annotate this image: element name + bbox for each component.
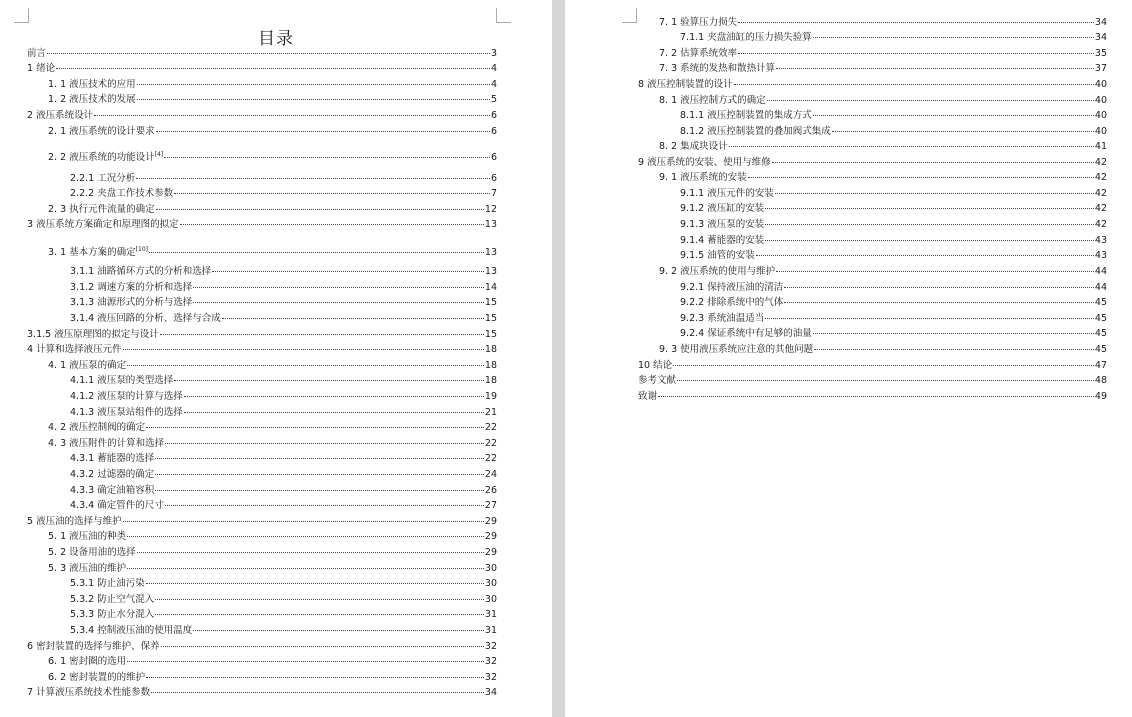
toc-entry[interactable] — [48, 438, 497, 450]
toc-entry-title: 4.3.1 蓄能器的选择 — [70, 453, 155, 464]
toc-entry-title: 致谢 — [638, 391, 658, 402]
toc-page-number: 13 — [484, 219, 497, 230]
dot-leader — [155, 458, 484, 459]
dot-leader — [136, 178, 490, 179]
dot-leader — [47, 53, 490, 54]
dot-leader — [149, 252, 484, 253]
dot-leader — [193, 630, 484, 631]
dot-leader — [137, 552, 484, 553]
toc-entry[interactable] — [70, 500, 497, 512]
toc-page-number: 15 — [484, 313, 497, 324]
toc-page-number: 30 — [484, 578, 497, 589]
toc-page-number: 42 — [1094, 203, 1107, 214]
dot-leader — [156, 209, 484, 210]
toc-entry[interactable] — [27, 219, 497, 231]
dot-leader — [813, 333, 1094, 334]
dot-leader — [765, 208, 1094, 209]
toc-entry[interactable] — [659, 95, 1107, 107]
toc-page-number: 42 — [1094, 172, 1107, 183]
toc-entry-title: 4. 3 液压附件的计算和选择 — [48, 438, 165, 449]
toc-entry[interactable] — [48, 656, 497, 668]
toc-entry[interactable] — [680, 110, 1107, 122]
toc-page-number: 45 — [1094, 328, 1107, 339]
dot-leader — [212, 271, 484, 272]
toc-entry-title: 5.3.3 防止水分混入 — [70, 609, 155, 620]
toc-entry[interactable] — [659, 141, 1107, 153]
toc-entry-title: 4.3.3 确定油箱容积 — [70, 485, 155, 496]
toc-entry-title: 9.2.2 排除系统中的气体 — [680, 297, 784, 308]
toc-entry[interactable] — [70, 266, 497, 278]
toc-entry-title: 3 液压系统方案确定和原理图的拟定 — [27, 219, 179, 230]
toc-entry[interactable] — [659, 266, 1107, 278]
toc-page-number: 40 — [1094, 79, 1107, 90]
toc-page-number: 31 — [484, 609, 497, 620]
toc-page-number: 34 — [1094, 32, 1107, 43]
dot-leader — [155, 599, 484, 600]
toc-entry[interactable] — [70, 188, 497, 200]
page-gutter — [552, 0, 565, 717]
toc-entry-title: 7. 1 验算压力损失 — [659, 17, 738, 28]
toc-entry[interactable] — [638, 79, 1107, 91]
toc-entry[interactable] — [680, 203, 1107, 215]
toc-entry[interactable] — [27, 516, 497, 528]
toc-entry-title: 2.2.2 夹盘工作技术参数 — [70, 188, 174, 199]
toc-page-number: 19 — [484, 391, 497, 402]
dot-leader — [137, 99, 490, 100]
toc-page-number: 6 — [490, 126, 497, 137]
toc-entry[interactable] — [48, 360, 497, 372]
dot-leader — [165, 443, 484, 444]
toc-page-number: 4 — [490, 79, 497, 90]
toc-entry[interactable] — [70, 453, 497, 465]
toc-entry-title: 4. 2 液压控制阀的确定 — [48, 422, 146, 433]
toc-entry[interactable] — [70, 485, 497, 497]
toc-page-number: 42 — [1094, 188, 1107, 199]
toc-page-number: 22 — [484, 453, 497, 464]
toc-entry-title: 3.1.2 调速方案的分析和选择 — [70, 282, 193, 293]
dot-leader — [146, 427, 484, 428]
toc-page-number: 6 — [490, 152, 497, 164]
toc-entry-title: 3. 1 基本方案的确定[10] — [48, 246, 148, 259]
toc-page-number: 44 — [1094, 282, 1107, 293]
toc-entry[interactable] — [70, 173, 497, 185]
toc-entry[interactable] — [680, 126, 1107, 138]
toc-entry[interactable] — [680, 188, 1107, 200]
toc-list-right — [565, 0, 1132, 717]
dot-leader — [123, 521, 484, 522]
dot-leader — [193, 287, 484, 288]
dot-leader — [180, 224, 484, 225]
toc-entry-title: 6 密封装置的选择与维护、保养 — [27, 641, 160, 652]
toc-entry-title: 4.1.3 液压泵站组件的选择 — [70, 407, 183, 418]
dot-leader — [161, 646, 484, 647]
toc-entry-title: 4 计算和选择液压元件 — [27, 344, 122, 355]
dot-leader — [127, 365, 484, 366]
dot-leader — [772, 162, 1094, 163]
dot-leader — [813, 115, 1094, 116]
toc-entry-title: 8.1.2 液压控制装置的叠加阀式集成 — [680, 126, 831, 137]
toc-entry-title: 8 液压控制装置的设计 — [638, 79, 733, 90]
dot-leader — [174, 193, 490, 194]
dot-leader — [673, 365, 1094, 366]
dot-leader — [127, 661, 484, 662]
dot-leader — [784, 287, 1094, 288]
dot-leader — [151, 692, 484, 693]
toc-page-number: 18 — [484, 344, 497, 355]
dot-leader — [222, 318, 484, 319]
toc-entry-title: 前言 — [27, 48, 47, 59]
toc-entry[interactable] — [27, 110, 497, 122]
toc-entry[interactable] — [27, 344, 497, 356]
toc-entry[interactable] — [48, 126, 497, 138]
toc-entry[interactable] — [70, 625, 497, 637]
toc-entry[interactable] — [638, 157, 1107, 169]
dot-leader — [832, 131, 1094, 132]
toc-page-number: 29 — [484, 531, 497, 542]
toc-entry-title: 10 结论 — [638, 360, 673, 371]
toc-entry[interactable] — [680, 328, 1107, 340]
dot-leader — [677, 380, 1094, 381]
dot-leader — [146, 583, 484, 584]
toc-entry-title: 8.1.1 液压控制装置的集成方式 — [680, 110, 812, 121]
toc-entry-title: 2. 3 执行元件流量的确定 — [48, 204, 155, 215]
toc-entry-title: 5. 3 液压油的维护 — [48, 563, 127, 574]
dot-leader — [127, 536, 484, 537]
dot-leader — [813, 37, 1094, 38]
toc-entry[interactable] — [70, 609, 497, 621]
toc-entry-title: 9. 2 液压系统的使用与维护 — [659, 266, 776, 277]
dot-leader — [765, 318, 1094, 319]
toc-entry[interactable] — [680, 219, 1107, 231]
dot-leader — [156, 131, 490, 132]
toc-entry-title: 5.3.2 防止空气混入 — [70, 594, 155, 605]
toc-entry[interactable] — [680, 250, 1107, 262]
toc-entry[interactable] — [48, 563, 497, 575]
toc-entry[interactable] — [27, 329, 497, 341]
toc-page-number: 30 — [484, 594, 497, 605]
toc-entry-title: 1. 1 液压技术的应用 — [48, 79, 136, 90]
toc-page-number: 45 — [1094, 344, 1107, 355]
toc-entry[interactable] — [48, 531, 497, 543]
toc-entry-title: 7. 2 估算系统效率 — [659, 48, 738, 59]
toc-page-number: 47 — [1094, 360, 1107, 371]
dot-leader — [160, 334, 484, 335]
dot-leader — [56, 68, 490, 69]
dot-leader — [193, 302, 484, 303]
toc-entry-title: 4. 1 液压泵的确定 — [48, 360, 127, 371]
dot-leader — [776, 271, 1094, 272]
dot-leader — [155, 474, 484, 475]
toc-page-right — [565, 0, 1132, 717]
dot-leader — [184, 396, 484, 397]
toc-entry-title: 3.1.1 油路循环方式的分析和选择 — [70, 266, 212, 277]
toc-entry-title: 参考文献 — [638, 375, 677, 386]
dot-leader — [729, 146, 1094, 147]
toc-page-number: 45 — [1094, 313, 1107, 324]
toc-page-number: 44 — [1094, 266, 1107, 277]
toc-entry[interactable] — [659, 48, 1107, 60]
toc-entry[interactable] — [70, 469, 497, 481]
toc-entry[interactable] — [27, 63, 497, 75]
toc-entry-title: 4.3.4 确定管件的尺寸 — [70, 500, 164, 511]
dot-leader — [165, 505, 484, 506]
toc-entry-title: 9.1.5 油管的安装 — [680, 250, 755, 261]
toc-entry-title: 9.2.4 保证系统中有足够的油量 — [680, 328, 812, 339]
toc-entry[interactable] — [70, 297, 497, 309]
toc-page-number: 24 — [484, 469, 497, 480]
toc-entry[interactable] — [680, 235, 1107, 247]
toc-entry-title: 7 计算液压系统技术性能参数 — [27, 687, 151, 698]
dot-leader — [127, 568, 484, 569]
toc-entry-title: 2.2.1 工况分析 — [70, 173, 136, 184]
toc-entry[interactable] — [48, 94, 497, 106]
toc-page-number: 32 — [484, 641, 497, 652]
toc-page-number: 3 — [490, 48, 497, 59]
toc-page-number: 15 — [484, 297, 497, 308]
toc-title: 目录 — [258, 29, 294, 49]
toc-entry-title: 3.1.4 液压回路的分析、选择与合成 — [70, 313, 221, 324]
toc-entry[interactable] — [48, 547, 497, 559]
toc-entry-title: 9.1.3 液压泵的安装 — [680, 219, 765, 230]
toc-entry[interactable] — [680, 32, 1107, 44]
toc-entry[interactable] — [680, 297, 1107, 309]
toc-entry-title: 8. 1 液压控制方式的确定 — [659, 95, 766, 106]
dot-leader — [137, 84, 490, 85]
toc-page-number: 7 — [490, 188, 497, 199]
toc-entry[interactable] — [70, 391, 497, 403]
toc-entry[interactable] — [27, 641, 497, 653]
toc-page-number: 31 — [484, 625, 497, 636]
toc-entry-title: 5 液压油的选择与维护 — [27, 516, 122, 527]
dot-leader — [748, 177, 1094, 178]
toc-page-number: 45 — [1094, 297, 1107, 308]
toc-entry[interactable] — [70, 375, 497, 387]
citation-mark: [4] — [154, 151, 164, 158]
toc-page-number: 22 — [484, 438, 497, 449]
toc-page-number: 21 — [484, 407, 497, 418]
dot-leader — [765, 224, 1094, 225]
toc-page-number: 4 — [490, 63, 497, 74]
toc-entry-title: 9. 3 使用液压系统应注意的其他问题 — [659, 344, 814, 355]
dot-leader — [738, 22, 1094, 23]
toc-page-number: 13 — [484, 266, 497, 277]
dot-leader — [164, 157, 490, 158]
toc-entry-title: 4.1.2 液压泵的计算与选择 — [70, 391, 183, 402]
toc-entry[interactable] — [48, 149, 497, 164]
toc-entry-title: 2. 1 液压系统的设计要求 — [48, 126, 155, 137]
dot-leader — [814, 349, 1094, 350]
toc-page-number: 48 — [1094, 375, 1107, 386]
toc-page-number: 34 — [1094, 17, 1107, 28]
toc-page-number: 15 — [484, 329, 497, 340]
dot-leader — [94, 115, 490, 116]
toc-entry[interactable] — [48, 244, 497, 259]
toc-page-number: 41 — [1094, 141, 1107, 152]
toc-page-number: 29 — [484, 516, 497, 527]
dot-leader — [767, 100, 1094, 101]
toc-entry[interactable] — [638, 375, 1107, 387]
toc-entry-title: 2. 2 液压系统的功能设计[4] — [48, 151, 164, 164]
toc-page-number: 13 — [484, 247, 497, 259]
toc-page-number: 18 — [484, 375, 497, 386]
dot-leader — [784, 302, 1094, 303]
toc-entry[interactable] — [659, 344, 1107, 356]
toc-entry[interactable] — [48, 672, 497, 684]
citation-mark: [10] — [135, 246, 148, 253]
toc-page-number: 6 — [490, 110, 497, 121]
toc-entry[interactable] — [48, 79, 497, 91]
dot-leader — [658, 396, 1094, 397]
toc-entry[interactable] — [638, 360, 1107, 372]
toc-entry-title: 3.1.3 油源形式的分析与选择 — [70, 297, 193, 308]
toc-page-number: 49 — [1094, 391, 1107, 402]
toc-entry-title: 5. 1 液压油的种类 — [48, 531, 127, 542]
toc-entry-title: 6. 2 密封装置的的维护 — [48, 672, 146, 683]
toc-entry[interactable] — [27, 687, 497, 699]
toc-entry-title: 7. 3 系统的发热和散热计算 — [659, 63, 776, 74]
toc-entry-title: 4.3.2 过滤器的确定 — [70, 469, 155, 480]
toc-page-number: 42 — [1094, 219, 1107, 230]
toc-entry[interactable] — [659, 172, 1107, 184]
toc-page-number: 32 — [484, 672, 497, 683]
toc-entry-title: 9.1.4 蓄能器的安装 — [680, 235, 765, 246]
dot-leader — [123, 349, 484, 350]
toc-page-number: 27 — [484, 500, 497, 511]
toc-entry-title: 6. 1 密封圈的选用 — [48, 656, 127, 667]
toc-page-number: 32 — [484, 656, 497, 667]
toc-entry-title: 1 绪论 — [27, 63, 56, 74]
toc-page-number: 43 — [1094, 250, 1107, 261]
toc-entry-title: 9.1.1 液压元件的安装 — [680, 188, 774, 199]
toc-entry[interactable] — [659, 17, 1107, 29]
toc-entry-title: 2 液压系统设计 — [27, 110, 94, 121]
toc-page-number: 40 — [1094, 126, 1107, 137]
toc-entry-title: 1. 2 液压技术的发展 — [48, 94, 136, 105]
toc-page-number: 6 — [490, 173, 497, 184]
toc-entry-title: 4.1.1 液压泵的类型选择 — [70, 375, 174, 386]
toc-entry[interactable] — [638, 391, 1107, 403]
toc-page-left — [0, 0, 552, 717]
toc-entry-title: 5.3.4 控制液压油的使用温度 — [70, 625, 193, 636]
toc-page-number: 35 — [1094, 48, 1107, 59]
toc-entry[interactable] — [680, 282, 1107, 294]
dot-leader — [738, 53, 1094, 54]
toc-entry-title: 8. 2 集成块设计 — [659, 141, 728, 152]
toc-entry[interactable] — [70, 578, 497, 590]
toc-page-number: 5 — [490, 94, 497, 105]
toc-page-number: 42 — [1094, 157, 1107, 168]
toc-page-number: 22 — [484, 422, 497, 433]
toc-page-number: 30 — [484, 563, 497, 574]
toc-entry-title: 3.1.5 液压原理图的拟定与设计 — [27, 329, 159, 340]
toc-entry-title: 5.3.1 防止油污染 — [70, 578, 145, 589]
toc-page-number: 43 — [1094, 235, 1107, 246]
dot-leader — [146, 677, 484, 678]
toc-page-number: 26 — [484, 485, 497, 496]
toc-page-number: 14 — [484, 282, 497, 293]
toc-entry[interactable] — [70, 407, 497, 419]
toc-entry-title: 7.1.1 夹盘油缸的压力损失验算 — [680, 32, 812, 43]
toc-entry[interactable] — [48, 422, 497, 434]
toc-entry-title: 9.2.3 系统油温适当 — [680, 313, 765, 324]
toc-entry[interactable] — [659, 63, 1107, 75]
dot-leader — [174, 380, 484, 381]
toc-page-number: 34 — [484, 687, 497, 698]
toc-page-number: 29 — [484, 547, 497, 558]
toc-page-number: 40 — [1094, 110, 1107, 121]
toc-list-left — [0, 0, 552, 717]
toc-entry-title: 5. 2 设备用油的选择 — [48, 547, 136, 558]
toc-entry[interactable] — [680, 313, 1107, 325]
dot-leader — [155, 490, 484, 491]
dot-leader — [775, 193, 1094, 194]
toc-entry-title: 9.2.1 保持液压油的清洁 — [680, 282, 784, 293]
toc-entry-title: 9. 1 液压系统的安装 — [659, 172, 747, 183]
dot-leader — [155, 614, 484, 615]
toc-entry-title: 9.1.2 液压缸的安装 — [680, 203, 765, 214]
toc-page-number: 18 — [484, 360, 497, 371]
toc-entry[interactable] — [48, 204, 497, 216]
toc-entry[interactable] — [70, 282, 497, 294]
toc-page-number: 12 — [484, 204, 497, 215]
toc-entry[interactable] — [27, 48, 497, 60]
dot-leader — [776, 68, 1094, 69]
dot-leader — [765, 240, 1094, 241]
toc-entry[interactable] — [70, 313, 497, 325]
toc-entry-title: 9 液压系统的安装、使用与维修 — [638, 157, 771, 168]
dot-leader — [756, 255, 1094, 256]
toc-entry[interactable] — [70, 594, 497, 606]
toc-page-number: 40 — [1094, 95, 1107, 106]
dot-leader — [184, 412, 484, 413]
toc-page-number: 37 — [1094, 63, 1107, 74]
dot-leader — [734, 84, 1094, 85]
